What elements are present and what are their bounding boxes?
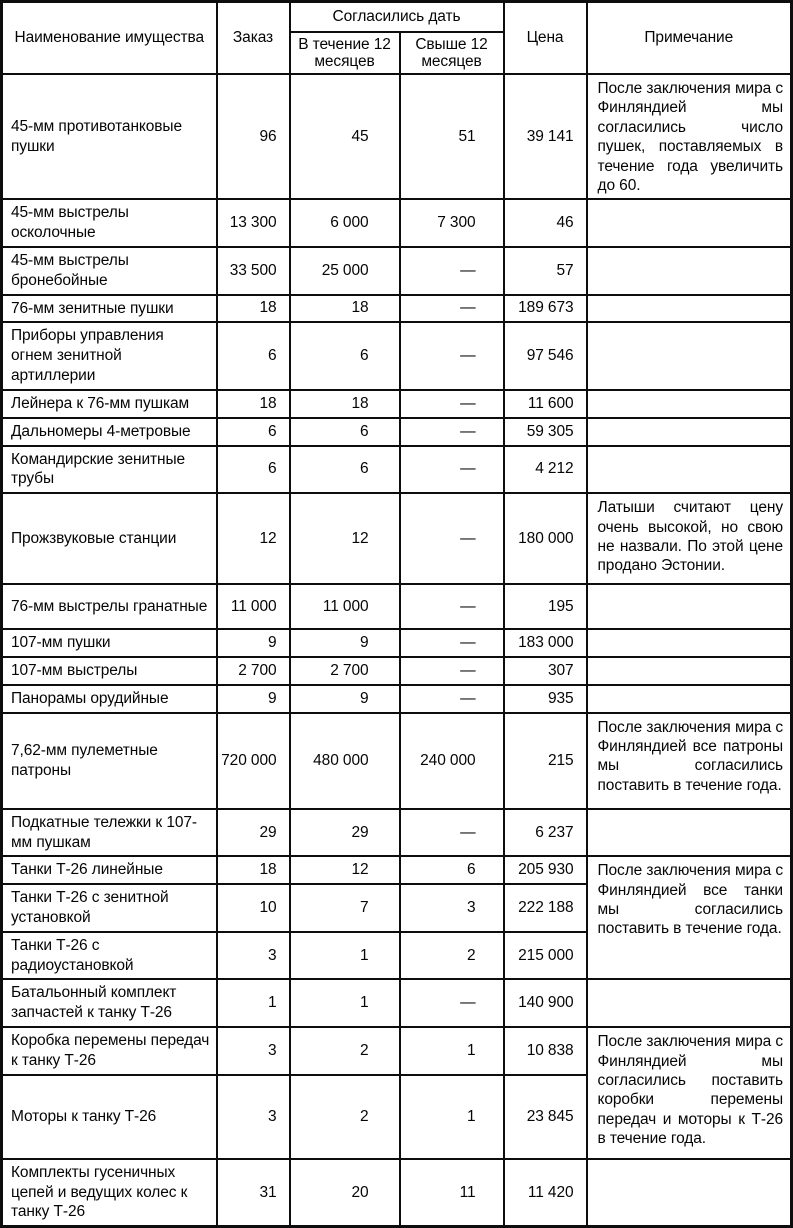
table-row bbox=[2, 446, 792, 494]
header-note: Примечание bbox=[587, 2, 792, 75]
within-12-cell: 2 bbox=[290, 1075, 400, 1159]
over-12-cell: 11 bbox=[400, 1159, 504, 1227]
price-cell: 215 bbox=[504, 713, 587, 809]
within-12-cell: 6 bbox=[290, 418, 400, 446]
note-cell: После заключения мира с Финляндией мы согласились число пушек, поставляемых в течение года увеличить до 60. bbox=[587, 74, 792, 199]
within-12-cell: 6 bbox=[290, 322, 400, 389]
over-12-cell: — bbox=[400, 390, 504, 418]
price-cell: 307 bbox=[504, 657, 587, 685]
note-cell-empty bbox=[587, 809, 792, 857]
order-cell: 18 bbox=[217, 295, 290, 323]
price-cell: 59 305 bbox=[504, 418, 587, 446]
over-12-cell: — bbox=[400, 657, 504, 685]
item-name-cell: Подкатные тележки к 107-мм пушкам bbox=[2, 809, 217, 857]
table-row bbox=[2, 418, 792, 446]
within-12-cell: 9 bbox=[290, 629, 400, 657]
order-cell: 2 700 bbox=[217, 657, 290, 685]
order-cell: 31 bbox=[217, 1159, 290, 1227]
table-row bbox=[2, 493, 792, 584]
within-12-cell: 12 bbox=[290, 493, 400, 584]
over-12-cell: — bbox=[400, 979, 504, 1027]
item-name-cell: 76-мм выстрелы гранатные bbox=[2, 584, 217, 629]
table-row bbox=[2, 809, 792, 857]
within-12-cell: 6 000 bbox=[290, 199, 400, 247]
table-row bbox=[2, 295, 792, 323]
order-cell: 13 300 bbox=[217, 199, 290, 247]
over-12-cell: — bbox=[400, 493, 504, 584]
table-row bbox=[2, 629, 792, 657]
over-12-cell: — bbox=[400, 584, 504, 629]
item-name-cell: 45-мм выстрелы бронебойные bbox=[2, 247, 217, 295]
item-name-cell: 45-мм противотанковые пушки bbox=[2, 74, 217, 199]
item-name-cell: Лейнера к 76-мм пушкам bbox=[2, 390, 217, 418]
order-cell: 3 bbox=[217, 1027, 290, 1075]
over-12-cell: — bbox=[400, 322, 504, 389]
note-cell-empty bbox=[587, 418, 792, 446]
over-12-cell: 51 bbox=[400, 74, 504, 199]
table-row bbox=[2, 584, 792, 629]
price-cell: 46 bbox=[504, 199, 587, 247]
price-cell: 189 673 bbox=[504, 295, 587, 323]
within-12-cell: 18 bbox=[290, 390, 400, 418]
item-name-cell: 107-мм пушки bbox=[2, 629, 217, 657]
order-cell: 1 bbox=[217, 979, 290, 1027]
item-name-cell: 76-мм зенитные пушки bbox=[2, 295, 217, 323]
order-cell: 18 bbox=[217, 856, 290, 884]
within-12-cell: 20 bbox=[290, 1159, 400, 1227]
item-name-cell: Прожзвуковые станции bbox=[2, 493, 217, 584]
over-12-cell: — bbox=[400, 629, 504, 657]
over-12-cell: 1 bbox=[400, 1075, 504, 1159]
order-cell: 3 bbox=[217, 932, 290, 980]
note-cell-empty bbox=[587, 584, 792, 629]
within-12-cell: 45 bbox=[290, 74, 400, 199]
over-12-cell: 240 000 bbox=[400, 713, 504, 809]
header-agreed-group: Согласились дать bbox=[290, 2, 504, 33]
order-cell: 9 bbox=[217, 629, 290, 657]
item-name-cell: Панорамы орудийные bbox=[2, 685, 217, 713]
note-cell-empty bbox=[587, 1159, 792, 1227]
over-12-cell: — bbox=[400, 247, 504, 295]
price-cell: 195 bbox=[504, 584, 587, 629]
header-name: Наименование имущества bbox=[2, 2, 217, 75]
item-name-cell: Танки Т-26 с зенитной установкой bbox=[2, 884, 217, 932]
over-12-cell: 6 bbox=[400, 856, 504, 884]
order-cell: 10 bbox=[217, 884, 290, 932]
note-cell-empty bbox=[587, 322, 792, 389]
order-cell: 96 bbox=[217, 74, 290, 199]
within-12-cell: 9 bbox=[290, 685, 400, 713]
order-cell: 720 000 bbox=[217, 713, 290, 809]
price-cell: 183 000 bbox=[504, 629, 587, 657]
table-row bbox=[2, 1027, 792, 1075]
over-12-cell: — bbox=[400, 809, 504, 857]
price-cell: 23 845 bbox=[504, 1075, 587, 1159]
note-cell-empty bbox=[587, 446, 792, 494]
table-row bbox=[2, 247, 792, 295]
header-row-top bbox=[2, 2, 792, 33]
note-cell-empty bbox=[587, 390, 792, 418]
within-12-cell: 18 bbox=[290, 295, 400, 323]
within-12-cell: 480 000 bbox=[290, 713, 400, 809]
price-cell: 10 838 bbox=[504, 1027, 587, 1075]
note-cell: После заключения мира с Финляндией мы согласились поставить коробки перемены передач и моторы к Т-26 в течение года. bbox=[587, 1027, 792, 1159]
note-cell-empty bbox=[587, 247, 792, 295]
over-12-cell: — bbox=[400, 446, 504, 494]
price-cell: 222 188 bbox=[504, 884, 587, 932]
note-cell: Латыши считают цену очень высокой, но свою не назвали. По этой цене продано Эстонии. bbox=[587, 493, 792, 584]
table-row bbox=[2, 856, 792, 884]
over-12-cell: — bbox=[400, 418, 504, 446]
table-body bbox=[2, 74, 792, 1227]
item-name-cell: Коробка перемены передач к танку Т-26 bbox=[2, 1027, 217, 1075]
within-12-cell: 1 bbox=[290, 979, 400, 1027]
note-cell-empty bbox=[587, 295, 792, 323]
order-cell: 3 bbox=[217, 1075, 290, 1159]
price-cell: 215 000 bbox=[504, 932, 587, 980]
price-cell: 39 141 bbox=[504, 74, 587, 199]
order-cell: 6 bbox=[217, 322, 290, 389]
within-12-cell: 25 000 bbox=[290, 247, 400, 295]
item-name-cell: Танки Т-26 линейные bbox=[2, 856, 217, 884]
table-row bbox=[2, 657, 792, 685]
note-cell-empty bbox=[587, 657, 792, 685]
note-cell-empty bbox=[587, 629, 792, 657]
header-over-12: Свыше 12 месяцев bbox=[400, 32, 504, 74]
order-cell: 18 bbox=[217, 390, 290, 418]
price-cell: 935 bbox=[504, 685, 587, 713]
price-cell: 97 546 bbox=[504, 322, 587, 389]
item-name-cell: Командирские зенитные трубы bbox=[2, 446, 217, 494]
order-cell: 6 bbox=[217, 446, 290, 494]
table-row bbox=[2, 199, 792, 247]
order-cell: 9 bbox=[217, 685, 290, 713]
over-12-cell: 3 bbox=[400, 884, 504, 932]
header-within-12: В течение 12 месяцев bbox=[290, 32, 400, 74]
price-cell: 4 212 bbox=[504, 446, 587, 494]
price-cell: 6 237 bbox=[504, 809, 587, 857]
table-row bbox=[2, 390, 792, 418]
item-name-cell: Комплекты гусеничных цепей и ведущих колес к танку Т-26 bbox=[2, 1159, 217, 1227]
table-row bbox=[2, 713, 792, 809]
item-name-cell: Приборы управления огнем зенитной артиллерии bbox=[2, 322, 217, 389]
table-row bbox=[2, 322, 792, 389]
table-header bbox=[2, 2, 792, 75]
order-cell: 6 bbox=[217, 418, 290, 446]
item-name-cell: Дальномеры 4-метровые bbox=[2, 418, 217, 446]
over-12-cell: — bbox=[400, 295, 504, 323]
note-cell: После заключения мира с Финляндией все патроны мы согласились поставить в течение года. bbox=[587, 713, 792, 809]
price-cell: 205 930 bbox=[504, 856, 587, 884]
item-name-cell: 107-мм выстрелы bbox=[2, 657, 217, 685]
over-12-cell: 1 bbox=[400, 1027, 504, 1075]
within-12-cell: 11 000 bbox=[290, 584, 400, 629]
price-cell: 180 000 bbox=[504, 493, 587, 584]
note-cell: После заключения мира с Финляндией все танки мы согласились поставить в течение года. bbox=[587, 856, 792, 979]
price-cell: 57 bbox=[504, 247, 587, 295]
item-name-cell: Танки Т-26 с радиоустановкой bbox=[2, 932, 217, 980]
table-row bbox=[2, 1159, 792, 1227]
over-12-cell: — bbox=[400, 685, 504, 713]
over-12-cell: 7 300 bbox=[400, 199, 504, 247]
table-row bbox=[2, 74, 792, 199]
within-12-cell: 2 bbox=[290, 1027, 400, 1075]
note-cell-empty bbox=[587, 685, 792, 713]
within-12-cell: 1 bbox=[290, 932, 400, 980]
order-cell: 11 000 bbox=[217, 584, 290, 629]
order-cell: 12 bbox=[217, 493, 290, 584]
over-12-cell: 2 bbox=[400, 932, 504, 980]
item-name-cell: 7,62-мм пулеметные патроны bbox=[2, 713, 217, 809]
within-12-cell: 7 bbox=[290, 884, 400, 932]
price-cell: 11 600 bbox=[504, 390, 587, 418]
within-12-cell: 2 700 bbox=[290, 657, 400, 685]
item-name-cell: 45-мм выстрелы осколочные bbox=[2, 199, 217, 247]
within-12-cell: 6 bbox=[290, 446, 400, 494]
within-12-cell: 29 bbox=[290, 809, 400, 857]
order-cell: 33 500 bbox=[217, 247, 290, 295]
item-name-cell: Батальонный комплект запчастей к танку Т-26 bbox=[2, 979, 217, 1027]
header-price: Цена bbox=[504, 2, 587, 75]
header-order: Заказ bbox=[217, 2, 290, 75]
price-cell: 140 900 bbox=[504, 979, 587, 1027]
table-row bbox=[2, 685, 792, 713]
note-cell-empty bbox=[587, 199, 792, 247]
table-row bbox=[2, 979, 792, 1027]
within-12-cell: 12 bbox=[290, 856, 400, 884]
item-name-cell: Моторы к танку Т-26 bbox=[2, 1075, 217, 1159]
note-cell-empty bbox=[587, 979, 792, 1027]
price-cell: 11 420 bbox=[504, 1159, 587, 1227]
order-cell: 29 bbox=[217, 809, 290, 857]
